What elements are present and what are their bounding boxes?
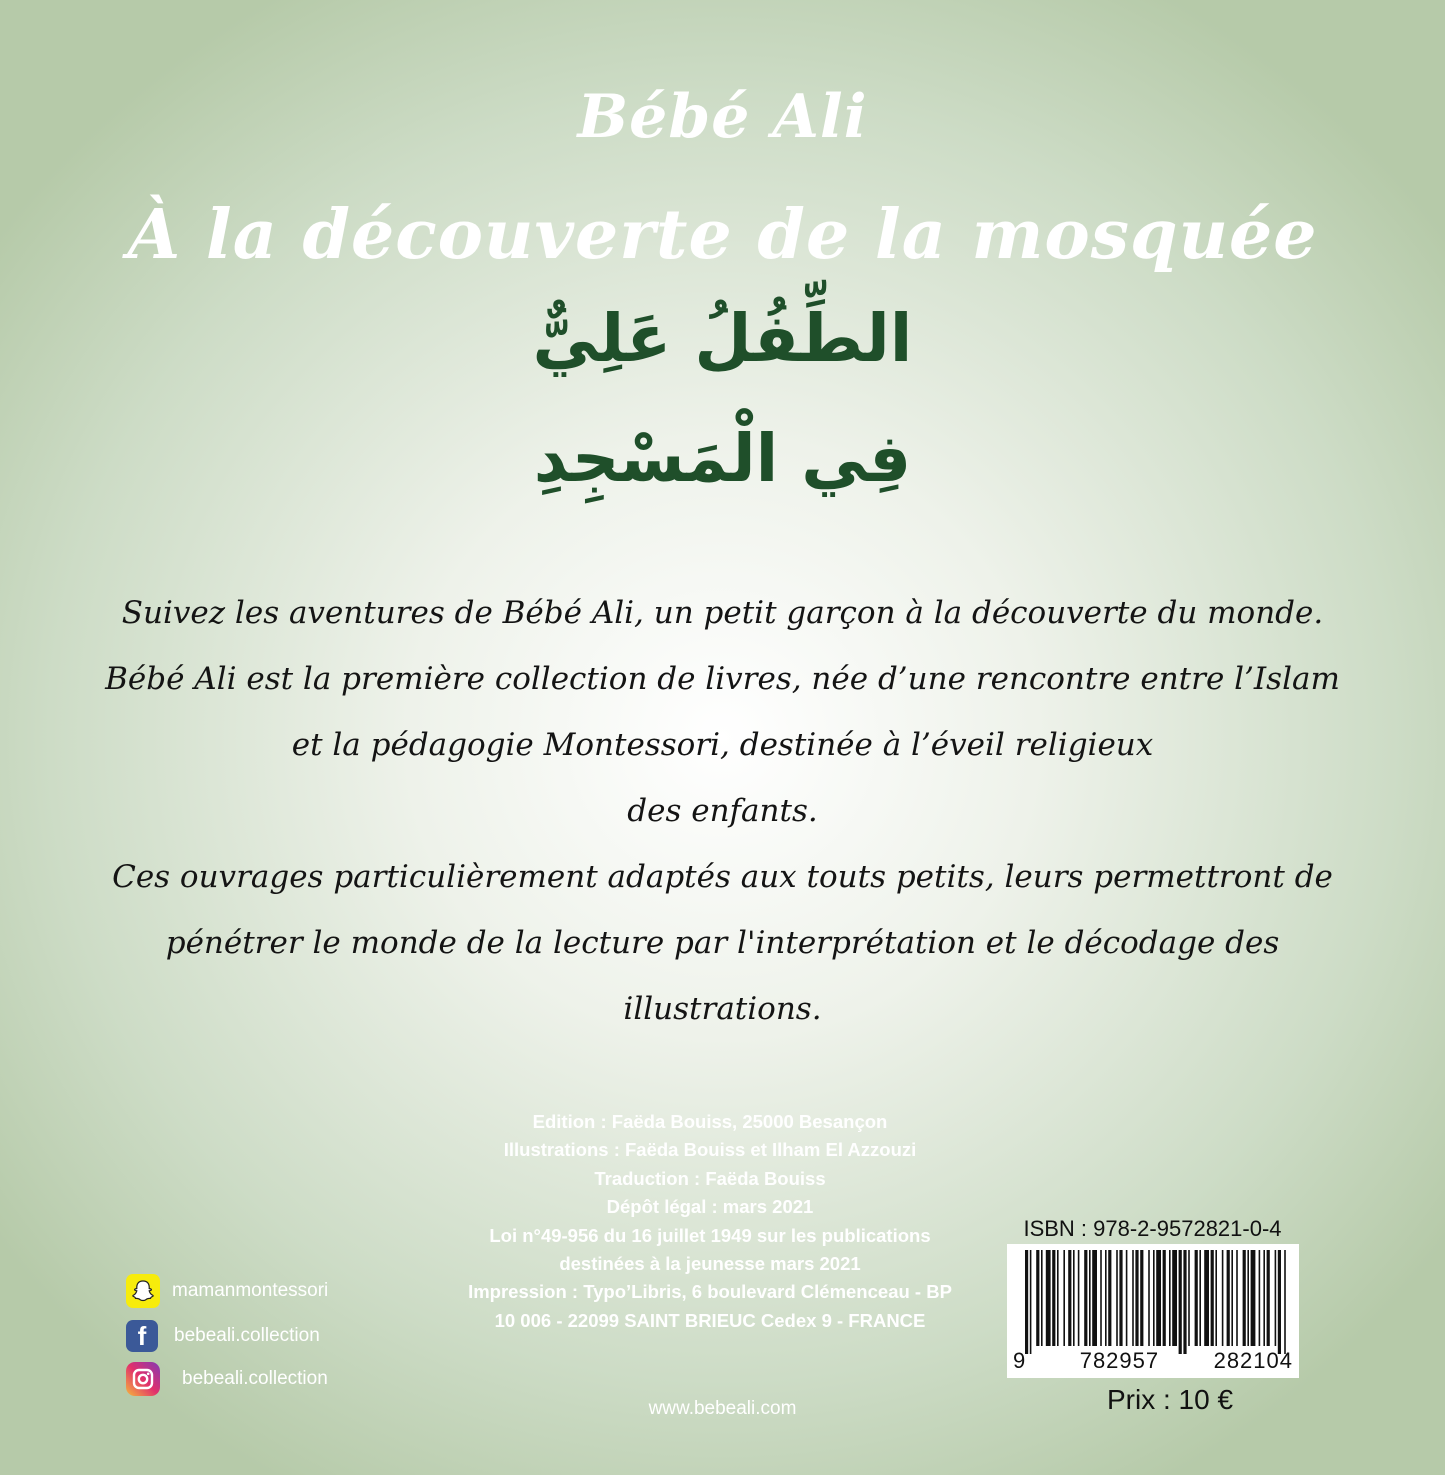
barcode-bar	[1140, 1250, 1143, 1346]
barcode-bar	[1275, 1250, 1277, 1346]
barcode-bar	[1222, 1250, 1224, 1346]
barcode-bar	[1068, 1250, 1071, 1346]
barcode-bar	[1231, 1250, 1233, 1346]
barcode-bar	[1030, 1250, 1032, 1354]
barcode-bar	[1278, 1250, 1281, 1354]
barcode-bar	[1132, 1250, 1134, 1346]
barcode-digit-group: 782957	[1079, 1348, 1160, 1373]
description-line: et la pédagogie Montessori, destinée à l’éveil religieux	[291, 727, 1154, 763]
barcode-bars	[1025, 1250, 1287, 1354]
barcode	[1007, 1244, 1299, 1378]
barcode-bar	[1259, 1250, 1261, 1346]
arabic-title-line-1: الطِّفُلُ عَلِيٌّ	[532, 300, 913, 377]
social-snapchat[interactable]	[126, 1274, 366, 1308]
book-title: Bébé Ali	[577, 82, 868, 152]
description	[60, 580, 1385, 1042]
barcode-bar	[1135, 1250, 1138, 1346]
barcode-bar	[1195, 1250, 1198, 1346]
barcode-bar	[1057, 1250, 1059, 1346]
description-line: Ces ouvrages particulièrement adaptés aux touts petits, leurs permettront de	[112, 859, 1333, 895]
barcode-bar	[1263, 1250, 1265, 1346]
barcode-bar	[1247, 1250, 1249, 1346]
social-instagram[interactable]	[126, 1362, 366, 1396]
barcode-digits	[1013, 1348, 1293, 1374]
barcode-digit-group: 282104	[1213, 1348, 1293, 1373]
book-subtitle: À la découverte de la mosquée	[127, 195, 1318, 275]
credit-line: Traduction : Faëda Bouiss	[594, 1167, 826, 1189]
description-line: illustrations.	[623, 991, 822, 1027]
barcode-digit-group: 9	[1013, 1348, 1026, 1373]
barcode-bar	[1179, 1250, 1182, 1354]
barcode-bar	[1092, 1250, 1097, 1346]
barcode-bar	[1119, 1250, 1122, 1346]
credit-line: destinées à la jeunesse mars 2021	[559, 1253, 861, 1275]
instagram-icon	[126, 1362, 160, 1396]
barcode-bar	[1036, 1250, 1039, 1346]
barcode-bar	[1284, 1250, 1286, 1354]
arabic-title-line-2: فِي الْمَسْجِدِ	[533, 420, 912, 497]
barcode-bar	[1204, 1250, 1209, 1346]
barcode-bar	[1163, 1250, 1166, 1346]
credit-line: Impression : Typo’Libris, 6 boulevard Clémenceau - BP	[468, 1281, 952, 1303]
barcode-bar	[1100, 1250, 1102, 1346]
barcode-bar	[1116, 1250, 1118, 1346]
credit-line: Dépôt légal : mars 2021	[606, 1196, 814, 1218]
barcode-bar	[1172, 1250, 1177, 1346]
barcode-bar	[1251, 1250, 1256, 1346]
barcode-bar	[1025, 1250, 1028, 1354]
barcode-bar	[1188, 1250, 1190, 1346]
facebook-handle: bebeali.collection	[174, 1325, 320, 1346]
barcode-bar	[1243, 1250, 1246, 1346]
credit-line: Edition : Faëda Bouiss, 25000 Besançon	[532, 1111, 888, 1132]
barcode-bar	[1227, 1250, 1230, 1346]
barcode-bar	[1046, 1250, 1051, 1346]
barcode-bar	[1078, 1250, 1080, 1346]
publication-credits	[410, 1108, 1010, 1335]
description-line: Bébé Ali est la première collection de livres, née d’une rencontre entre l’Islam	[105, 661, 1340, 697]
barcode-bar	[1236, 1250, 1238, 1346]
barcode-bar	[1215, 1250, 1217, 1346]
barcode-bar	[1153, 1250, 1155, 1346]
barcode-bar	[1211, 1250, 1214, 1346]
barcode-bar	[1199, 1250, 1201, 1346]
description-line: Suivez les aventures de Bébé Ali, un petit garçon à la découverte du monde.	[121, 595, 1324, 631]
barcode-bar	[1084, 1250, 1087, 1346]
facebook-icon: f	[126, 1320, 158, 1352]
price-label: Prix : 10 €	[1106, 1384, 1234, 1415]
credit-line: 10 006 - 22099 SAINT BRIEUC Cedex 9 - FRANCE	[494, 1309, 926, 1331]
snapchat-handle: mamanmontessori	[172, 1280, 329, 1301]
barcode-bar	[1156, 1250, 1161, 1346]
isbn-label: ISBN : 978-2-9572821-0-4	[1023, 1216, 1282, 1241]
snapchat-icon	[126, 1274, 160, 1308]
credit-line: Illustrations : Faëda Bouiss et Ilham El Azzouzi	[503, 1139, 917, 1161]
barcode-bar	[1126, 1250, 1128, 1346]
barcode-bar	[1063, 1250, 1065, 1346]
barcode-bar	[1052, 1250, 1055, 1346]
social-facebook[interactable]	[126, 1319, 366, 1353]
credit-line: Loi n°49-956 du 16 juillet 1949 sur les publications	[489, 1224, 931, 1246]
website-link[interactable]: www.bebeali.com	[648, 1398, 797, 1419]
barcode-bar	[1108, 1250, 1111, 1346]
description-line: des enfants.	[627, 793, 818, 829]
barcode-bar	[1089, 1250, 1091, 1346]
barcode-bar	[1148, 1250, 1150, 1346]
barcode-bar	[1267, 1250, 1270, 1346]
description-line: pénétrer le monde de la lecture par l'interprétation et le décodage des	[165, 925, 1280, 961]
barcode-bar	[1169, 1250, 1171, 1346]
barcode-bar	[1041, 1250, 1043, 1346]
barcode-bar	[1073, 1250, 1075, 1346]
barcode-bar	[1183, 1250, 1186, 1354]
instagram-handle: bebeali.collection	[182, 1368, 328, 1389]
barcode-bar	[1105, 1250, 1107, 1346]
